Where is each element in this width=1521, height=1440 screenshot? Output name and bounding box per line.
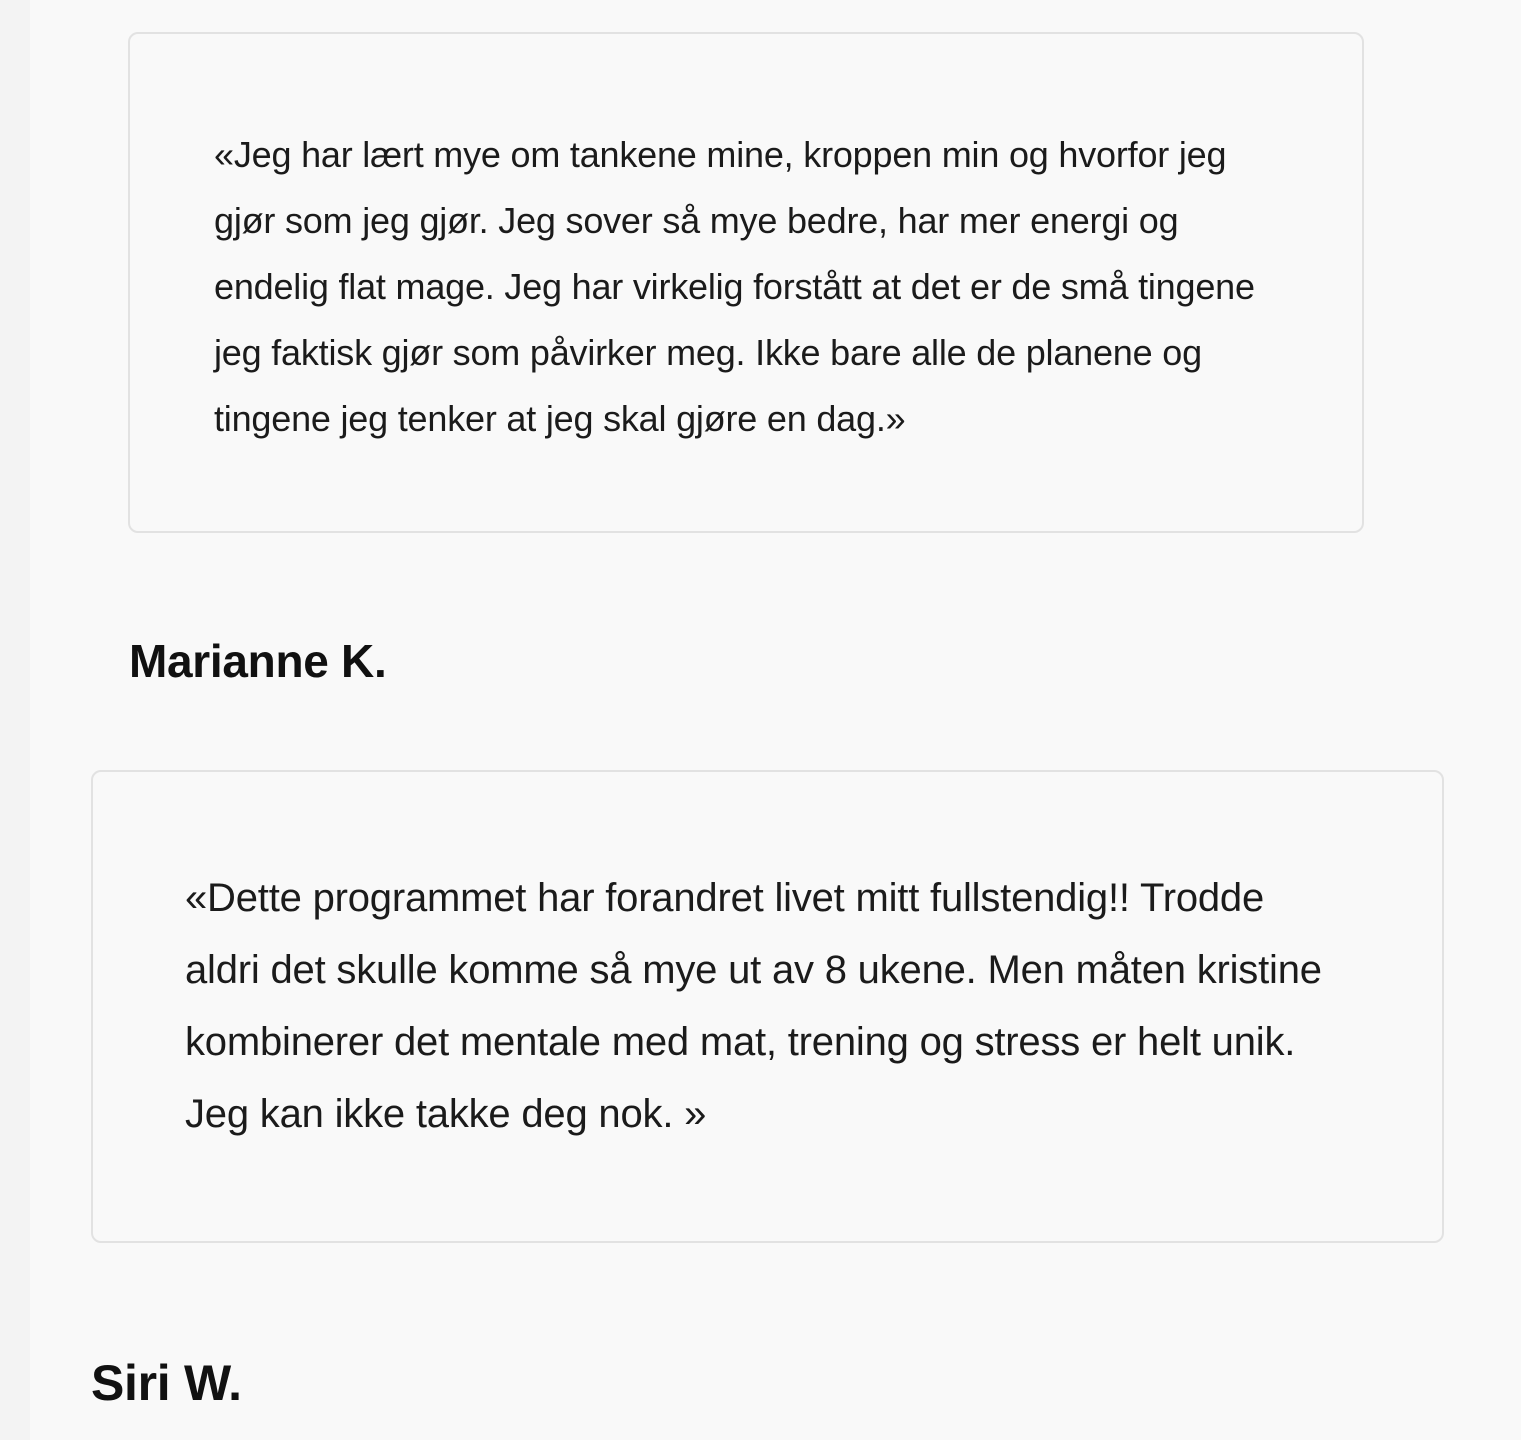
testimonial-quote: «Dette programmet har forandret livet mitt fullstendig!! Trodde aldri det skulle komme så mye ut av 8 ukene. Men måten kristine kombinerer det mentale med mat, trening og stress er helt unik. Jeg kan ikke takke deg nok. » [185, 876, 1322, 1136]
testimonial-author: Siri W. [91, 1355, 242, 1411]
testimonial-card [91, 770, 1444, 1243]
testimonial-quote: «Jeg har lært mye om tankene mine, kroppen min og hvorfor jeg gjør som jeg gjør. Jeg sover så mye bedre, har mer energi og endelig flat mage. Jeg har virkelig forstått at det er de små tingene jeg faktisk gjør som påvirker meg. Ikke bare alle de planene og tingene jeg tenker at jeg skal gjøre en dag.» [214, 134, 1255, 439]
testimonial-author: Marianne K. [129, 635, 387, 687]
testimonial-card [128, 32, 1364, 533]
